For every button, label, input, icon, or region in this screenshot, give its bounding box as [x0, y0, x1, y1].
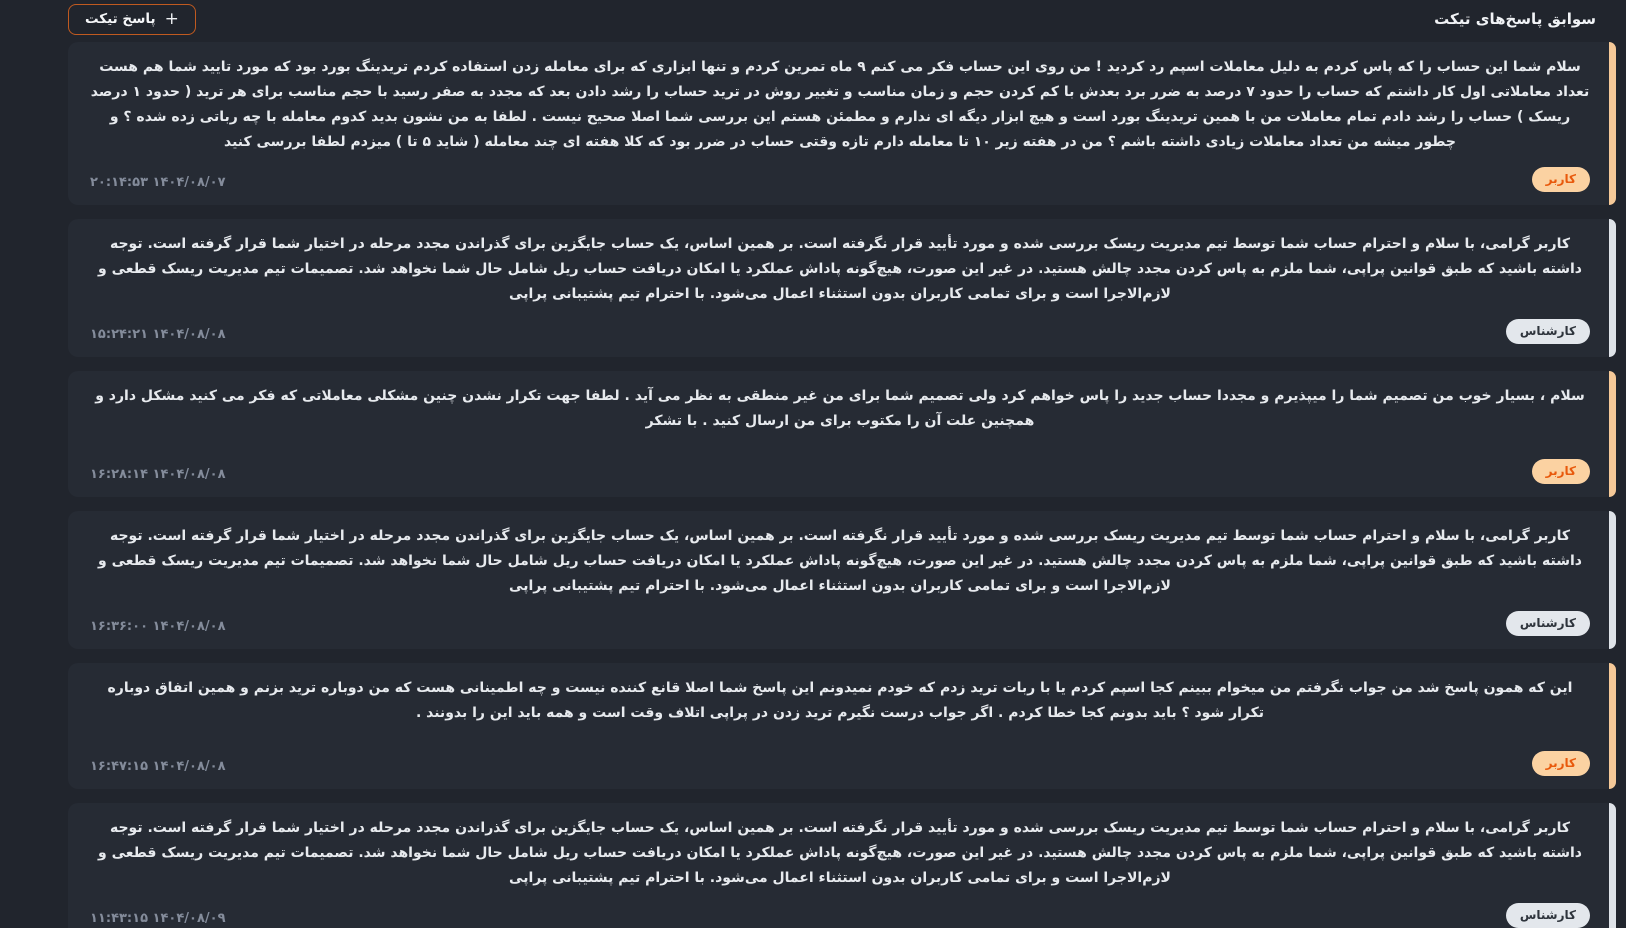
card-footer	[90, 307, 1590, 344]
role-accent-bar	[1609, 219, 1616, 357]
message-text: کاربر گرامی، با سلام و احترام حساب شما توسط تیم مدیریت ریسک بررسی شده و مورد تأیید قرار نگرفته است. بر همین اساس، یک حساب جایگزین برای گذراندن مجدد مرحله در اختیار شما قرار گرفته است. توجه داشته باشید که طبق قوانین پراپی، شما ملزم به پاس کردن مجدد چالش هستید. در غیر این صورت، هیچ‌گونه پاداش عملکرد یا امکان دریافت حساب ریل شامل حال شما نخواهد شد. تصمیمات تیم مدیریت ریسک قطعی و لازم‌الاجرا است و برای تمامی کاربران بدون استثناء اعمال می‌شود. با احترام تیم پشتیبانی پراپی	[93, 236, 1582, 302]
role-accent-bar	[1609, 663, 1616, 789]
role-accent-bar	[1609, 511, 1616, 649]
role-badge: کارشناس	[1506, 903, 1590, 928]
reply-ticket-button[interactable]	[68, 4, 196, 35]
card-footer	[90, 739, 1590, 776]
card-footer	[90, 599, 1590, 636]
role-badge: کارشناس	[1506, 611, 1590, 636]
card-footer	[90, 447, 1590, 484]
timestamp: ۱۶:۲۸:۱۴ ۱۴۰۴/۰۸/۰۸	[90, 467, 226, 482]
page-title: سوابق پاسخ‌های تیکت	[1434, 10, 1596, 28]
message-card-user	[68, 663, 1616, 789]
message-text: سلام شما این حساب را که پاس کردم به دلیل معاملات اسپم رد کردید ! من روی این حساب فکر می کنم ۹ ماه تمرین کردم و تنها ابزاری که برای معامله زدن استفاده کردم تریدینگ بورد بود که مورد تایید شما هم هست تعداد معاملاتی اول کار داشتم که حساب را حدود ۷ درصد به ضرر برد بعدش با کم کردن حجم و زمان مناسب و تغییر روش در ترید حساب را رشد دادن بعد که مجدد به صفر رسید با حجم مناسب برای هر ترید ( حدود ۱ درصد ریسک ) حساب را رشد دادم تمام معاملات من با همین تریدینگ بورد است و هیچ ابزار دیگه ای ندارم و مطمئن هستم این بررسی شما اصلا صحیح نیست . لطفا به من نشون بدید کدوم معامله با چه رباتی زده شده ؟ و چطور میشه من تعداد معاملات زیادی داشته باشم ؟ من در هفته زیر ۱۰ تا معامله دارم تازه وقتی حساب در ضرر بود که کلا هفته ای چند معامله ( شاید ۵ تا ) میزدم لطفا بررسی کنید	[85, 59, 1590, 150]
role-accent-bar	[1609, 803, 1616, 928]
message-text: کاربر گرامی، با سلام و احترام حساب شما توسط تیم مدیریت ریسک بررسی شده و مورد تأیید قرار نگرفته است. بر همین اساس، یک حساب جایگزین برای گذراندن مجدد مرحله در اختیار شما قرار گرفته است. توجه داشته باشید که طبق قوانین پراپی، شما ملزم به پاس کردن مجدد چالش هستید. در غیر این صورت، هیچ‌گونه پاداش عملکرد یا امکان دریافت حساب ریل شامل حال شما نخواهد شد. تصمیمات تیم مدیریت ریسک قطعی و لازم‌الاجرا است و برای تمامی کاربران بدون استثناء اعمال می‌شود. با احترام تیم پشتیبانی پراپی	[93, 528, 1582, 594]
plus-icon: +	[164, 8, 179, 29]
timestamp: ۱۶:۳۶:۰۰ ۱۴۰۴/۰۸/۰۸	[90, 619, 226, 634]
role-badge: کاربر	[1532, 751, 1590, 776]
timestamp: ۱۶:۴۷:۱۵ ۱۴۰۴/۰۸/۰۸	[90, 759, 226, 774]
page-header	[68, 2, 1616, 36]
role-accent-bar	[1609, 42, 1616, 205]
timestamp: ۱۵:۲۴:۲۱ ۱۴۰۴/۰۸/۰۸	[90, 327, 226, 342]
message-text: کاربر گرامی، با سلام و احترام حساب شما توسط تیم مدیریت ریسک بررسی شده و مورد تأیید قرار نگرفته است. بر همین اساس، یک حساب جایگزین برای گذراندن مجدد مرحله در اختیار شما قرار گرفته است. توجه داشته باشید که طبق قوانین پراپی، شما ملزم به پاس کردن مجدد چالش هستید. در غیر این صورت، هیچ‌گونه پاداش عملکرد یا امکان دریافت حساب ریل شامل حال شما نخواهد شد. تصمیمات تیم مدیریت ریسک قطعی و لازم‌الاجرا است و برای تمامی کاربران بدون استثناء اعمال می‌شود. با احترام تیم پشتیبانی پراپی	[93, 820, 1582, 886]
message-text: سلام ، بسیار خوب من تصمیم شما را میپذیرم و مجددا حساب جدید را پاس خواهم کرد ولی تصمیم شما برای من غیر منطقی به نظر می آید . لطفا جهت تکرار نشدن چنین مشکلی معاملاتی که فکر می کنید مشکل دارد و همچنین علت آن را مکتوب برای من ارسال کنید . با تشکر	[90, 388, 1585, 429]
timestamp: ۱۱:۴۳:۱۵ ۱۴۰۴/۰۸/۰۹	[90, 911, 226, 926]
message-card-user	[68, 42, 1616, 205]
message-card-specialist	[68, 511, 1616, 649]
reply-ticket-label: پاسخ تیکت	[85, 11, 156, 27]
message-card-user	[68, 371, 1616, 497]
message-card-specialist	[68, 219, 1616, 357]
message-card-specialist	[68, 803, 1616, 928]
ticket-history-page	[68, 0, 1616, 928]
timestamp: ۲۰:۱۴:۵۳ ۱۴۰۴/۰۸/۰۷	[90, 175, 226, 190]
role-badge: کاربر	[1532, 167, 1590, 192]
card-footer	[90, 155, 1590, 192]
message-text: این که همون پاسخ شد من جواب نگرفتم من میخوام ببینم کجا اسپم کردم یا با ربات ترید زدم که خودم نمیدونم این پاسخ شما اصلا قانع کننده نیست و چه اطمینانی هست که من دوباره ترید بزنم و همین اتفاق دوباره تکرار شود ؟ باید بدونم کجا خطا کردم . اگر جواب درست نگیرم ترید زدن در پراپی اتلاف وقت است و همه باید این را بدونند .	[102, 680, 1573, 721]
messages-list	[68, 42, 1616, 928]
card-footer	[90, 891, 1590, 928]
role-badge: کارشناس	[1506, 319, 1590, 344]
role-badge: کاربر	[1532, 459, 1590, 484]
role-accent-bar	[1609, 371, 1616, 497]
